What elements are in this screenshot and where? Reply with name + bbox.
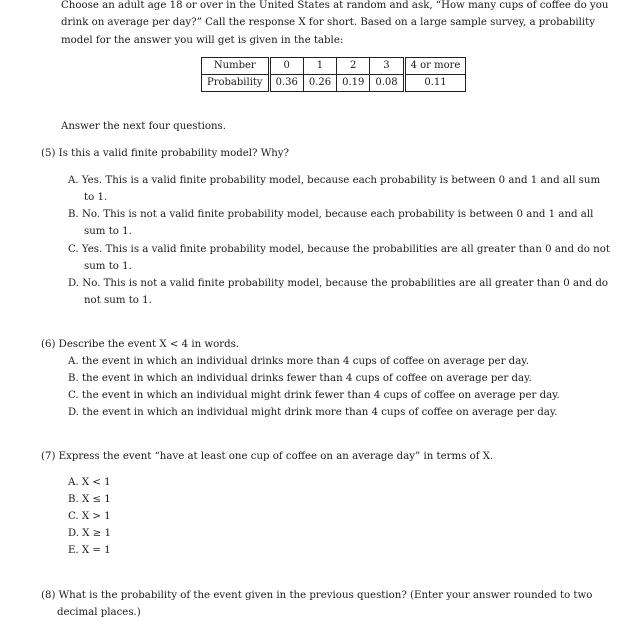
intro-line-3: model for the answer you will get is given in the table: — [61, 34, 344, 46]
table-cell: 0.19 — [337, 75, 370, 92]
table-row-label: Probability — [202, 75, 270, 92]
instruction-text: Answer the next four questions. — [61, 121, 227, 132]
table-row-numbers — [202, 58, 466, 75]
q6-choice-d[interactable]: D. the event in which an individual might drink more than 4 cups of coffee on average per day. — [68, 407, 558, 418]
question-5-text: (5) Is this a valid finite probability model? Why? — [41, 148, 289, 159]
q7-choice-c[interactable]: C. X > 1 — [68, 511, 111, 522]
table-header-label: Number — [202, 58, 270, 75]
q5-choice-a[interactable]: A. Yes. This is a valid finite probability model, because each probability is between 0 and 1 and all sum to 1. — [68, 175, 601, 204]
q7-choice-b[interactable]: B. X ≤ 1 — [68, 494, 111, 505]
q6-choice-c[interactable]: C. the event in which an individual might drink fewer than 4 cups of coffee on average per day. — [68, 390, 560, 401]
question-7-text: (7) Express the event “have at least one cup of coffee on an average day” in terms of X. — [41, 451, 494, 462]
table-cell: 1 — [303, 58, 336, 75]
table-cell: 0.11 — [404, 75, 466, 92]
probability-table — [201, 57, 466, 92]
q5-choice-b[interactable]: B. No. This is not a valid finite probability model, because each probability is between 0 and 1 and all sum to 1. — [68, 209, 594, 238]
question-6-text: (6) Describe the event X < 4 in words. — [41, 339, 240, 350]
table-cell: 0.26 — [303, 75, 336, 92]
q5-choice-c[interactable]: C. Yes. This is a valid finite probability model, because the probabilities are all greater than 0 and do not sum to 1. — [68, 244, 610, 273]
intro-paragraph — [61, 0, 609, 49]
table-cell: 4 or more — [404, 58, 466, 75]
intro-line-2: drink on average per day?” Call the response X for short. Based on a large sample survey, a probability — [61, 17, 596, 29]
q7-choice-e[interactable]: E. X = 1 — [68, 545, 111, 556]
q6-choice-b[interactable]: B. the event in which an individual drinks fewer than 4 cups of coffee on average per day. — [68, 373, 532, 384]
table-cell: 2 — [337, 58, 370, 75]
table-cell: 3 — [370, 58, 404, 75]
table-row-probabilities — [202, 75, 466, 92]
question-8-text: (8) What is the probability of the event given in the previous question? (Enter your answer rounded to two decimal places.) — [41, 590, 593, 619]
table-cell: 0 — [269, 58, 303, 75]
q5-choice-d[interactable]: D. No. This is not a valid finite probability model, because the probabilities are all greater than 0 and do not sum to 1. — [68, 278, 609, 307]
q6-choice-a[interactable]: A. the event in which an individual drinks more than 4 cups of coffee on average per day. — [68, 356, 529, 367]
table-cell: 0.08 — [370, 75, 404, 92]
table-cell: 0.36 — [269, 75, 303, 92]
intro-line-1: Choose an adult age 18 or over in the United States at random and ask, “How many cups of coffee do you — [61, 0, 609, 11]
q7-choice-a[interactable]: A. X < 1 — [68, 477, 111, 488]
q7-choice-d[interactable]: D. X ≥ 1 — [68, 528, 112, 539]
